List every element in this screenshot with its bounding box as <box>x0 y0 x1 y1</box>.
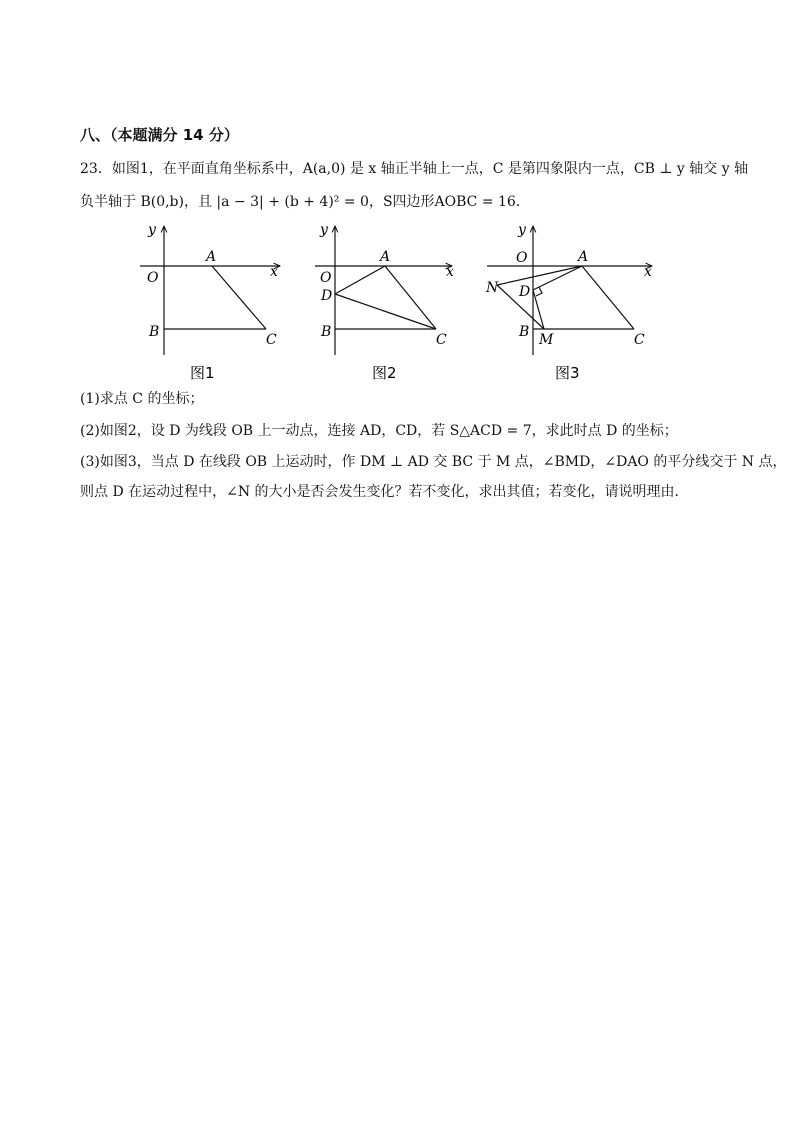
fig2-label-B: B <box>321 324 332 340</box>
fig2-caption: 图2 <box>372 364 397 382</box>
fig1-segment-AC <box>212 266 266 329</box>
fig1-label-O: O <box>147 270 159 286</box>
figure-2 <box>315 226 452 355</box>
fig3-label-M: M <box>539 332 554 348</box>
fig2-label-D: D <box>321 288 333 304</box>
question-1: (1)求点 C 的坐标； <box>80 391 204 407</box>
fig1-label-A: A <box>206 249 217 265</box>
fig1-label-x: x <box>270 264 278 280</box>
fig1-label-C: C <box>266 332 277 348</box>
problem-statement-line-2: 负半轴于 B(0,b)，且 |a − 3| + (b + 4)² = 0，S四边形AOBC = 16． <box>80 194 530 210</box>
fig3-label-O: O <box>516 250 528 266</box>
fig1-caption: 图1 <box>190 364 215 382</box>
fig1-label-B: B <box>149 324 160 340</box>
fig1-label-y: y <box>148 222 156 238</box>
fig2-label-A: A <box>380 249 391 265</box>
question-3-line-2: 则点 D 在运动过程中，∠N 的大小是否会发生变化？若不变化，求出其值；若变化，请说明理由． <box>80 484 689 500</box>
fig3-segment-AC <box>582 266 634 329</box>
fig3-label-N: N <box>486 280 499 296</box>
figures-group <box>130 220 670 390</box>
figure-3 <box>487 226 652 355</box>
fig3-label-y: y <box>518 222 526 238</box>
fig3-segment-AD <box>533 266 582 290</box>
question-3-line-1: (3)如图3，当点 D 在线段 OB 上运动时，作 DM ⊥ AD 交 BC 于 M 点，∠BMD，∠DAO 的平分线交于 N 点， <box>80 454 787 470</box>
fig2-label-O: O <box>320 270 332 286</box>
fig3-label-D: D <box>519 284 531 300</box>
fig2-label-y: y <box>320 222 328 238</box>
fig3-label-B: B <box>519 324 530 340</box>
problem-statement-line-1: 23．如图1，在平面直角坐标系中，A(a,0) 是 x 轴正半轴上一点，C 是第四象限内一点，CB ⊥ y 轴交 y 轴 <box>80 161 749 177</box>
fig2-segment-DC <box>335 294 436 329</box>
fig2-label-C: C <box>436 332 447 348</box>
fig3-segment-AN <box>497 266 582 285</box>
figure-1 <box>140 226 280 355</box>
fig3-label-A: A <box>578 249 589 265</box>
fig2-label-x: x <box>446 264 454 280</box>
fig3-caption: 图3 <box>555 364 580 382</box>
fig3-label-x: x <box>644 264 652 280</box>
section-title: 八、（本题满分 14 分） <box>80 126 239 144</box>
question-2: (2)如图2，设 D 为线段 OB 上一动点，连接 AD，CD，若 S△ACD = 7，求此时点 D 的坐标； <box>80 423 678 439</box>
fig2-segment-AD <box>335 266 385 294</box>
fig3-label-C: C <box>634 332 645 348</box>
